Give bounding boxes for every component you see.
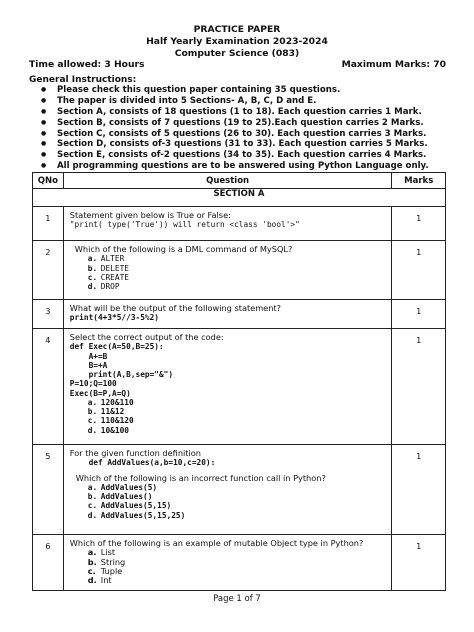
option: c. AddValues(5,15) [87,501,172,511]
table-row [33,207,446,241]
option: b. 11&12 [87,407,125,417]
code-block: print(4+3*5//3-5%2) [69,313,159,323]
table-row [33,300,446,329]
question-cell [63,207,392,241]
instructions-list [41,85,461,172]
option: c. CREATE [87,272,129,282]
table-row [33,329,446,445]
exam-name: Half Yearly Examination 2023-2024 [146,36,328,47]
question-number: 3 [33,300,64,329]
section-title: SECTION A [33,189,446,207]
option: b. String [87,556,126,567]
instruction-item: ● Section D, consists of-3 questions (31 to 33). Each question carries 5 Marks. [41,139,461,150]
code-block: def Exec(A=50,B=25): A+=B B=+A print(A,B,sep="&") P=10;Q=100 Exec(B=P,A=Q) [69,342,174,398]
option: a. 120&110 [87,398,134,408]
option: b. DELETE [87,263,129,273]
question-text: Which of the following is an incorrect function call in Python? [75,472,326,483]
question-marks: 1 [392,445,446,535]
question-text: Which of the following is a DML command of MySQL? [74,244,293,254]
question-number: 4 [33,329,64,445]
instruction-item: ● Section B, consists of 7 questions (19 to 25).Each question carries 2 Marks. [41,118,461,129]
table-row [33,535,446,591]
instructions-title: General Instructions: [29,75,137,85]
instruction-item: ● Section A, consists of 18 questions (1 to 18). Each question carries 1 Mark. [41,107,461,118]
question-table [32,172,446,591]
question-marks: 1 [392,300,446,329]
question-marks: 1 [392,535,446,591]
code-block: def AddValues(a,b=10,c=20): [69,458,216,468]
option: a. AddValues(5) [87,482,158,492]
question-marks: 1 [392,329,446,445]
instruction-item: ● Please check this question paper containing 35 questions. [41,85,461,96]
table-row [33,241,446,300]
option: d. AddValues(5,15,25) [87,510,186,520]
question-cell [63,329,392,445]
maximum-marks: Maximum Marks: 70 [341,59,446,70]
paper-title: PRACTICE PAPER [193,24,281,35]
question-number: 2 [33,241,64,300]
option: c. Tuple [87,565,123,576]
question-cell [63,300,392,329]
question-text: Statement given below is True or False: [69,210,231,220]
header-question: Question [63,173,392,189]
question-number: 5 [33,445,64,535]
question-statement: "print( type('True')) will return <class 'bool'>" [69,220,300,230]
question-text: What will be the output of the following statement? [69,303,281,313]
option: a. List [87,547,116,558]
subject-name: Computer Science (083) [174,48,300,59]
question-marks: 1 [392,241,446,300]
question-number: 6 [33,535,64,591]
option: d. Int [87,574,112,585]
option: d. 10&100 [87,425,129,435]
instruction-item: ● The paper is divided into 5 Sections- A, B, C, D and E. [41,96,461,107]
question-marks: 1 [392,207,446,241]
question-text: For the given function definition [69,448,201,458]
time-marks-row [29,59,446,70]
option: b. AddValues() [87,492,153,502]
instruction-item: ● All programming questions are to be answered using Python Language only. [41,161,461,172]
instruction-item: ● Section C, consists of 5 questions (26 to 30). Each question carries 3 Marks. [41,129,461,140]
table-header-row [33,173,446,189]
question-cell [63,445,392,535]
option: d. DROP [87,281,120,291]
question-cell [63,535,392,591]
header-marks: Marks [392,173,446,189]
question-number: 1 [33,207,64,241]
time-allowed: Time allowed: 3 Hours [29,59,145,70]
option: a. ALTER [87,254,125,264]
header-qno: QNo [33,173,64,189]
question-text: Which of the following is an example of mutable Object type in Python? [69,538,364,548]
option: c. 110&120 [87,416,134,426]
question-cell [63,241,392,300]
instruction-item: ● Section E, consists of-2 questions (34 to 35). Each question carries 4 Marks. [41,150,461,161]
question-text: Select the correct output of the code: [69,332,224,342]
table-row [33,445,446,535]
page-number: Page 1 of 7 [213,594,261,604]
section-row [33,189,446,207]
